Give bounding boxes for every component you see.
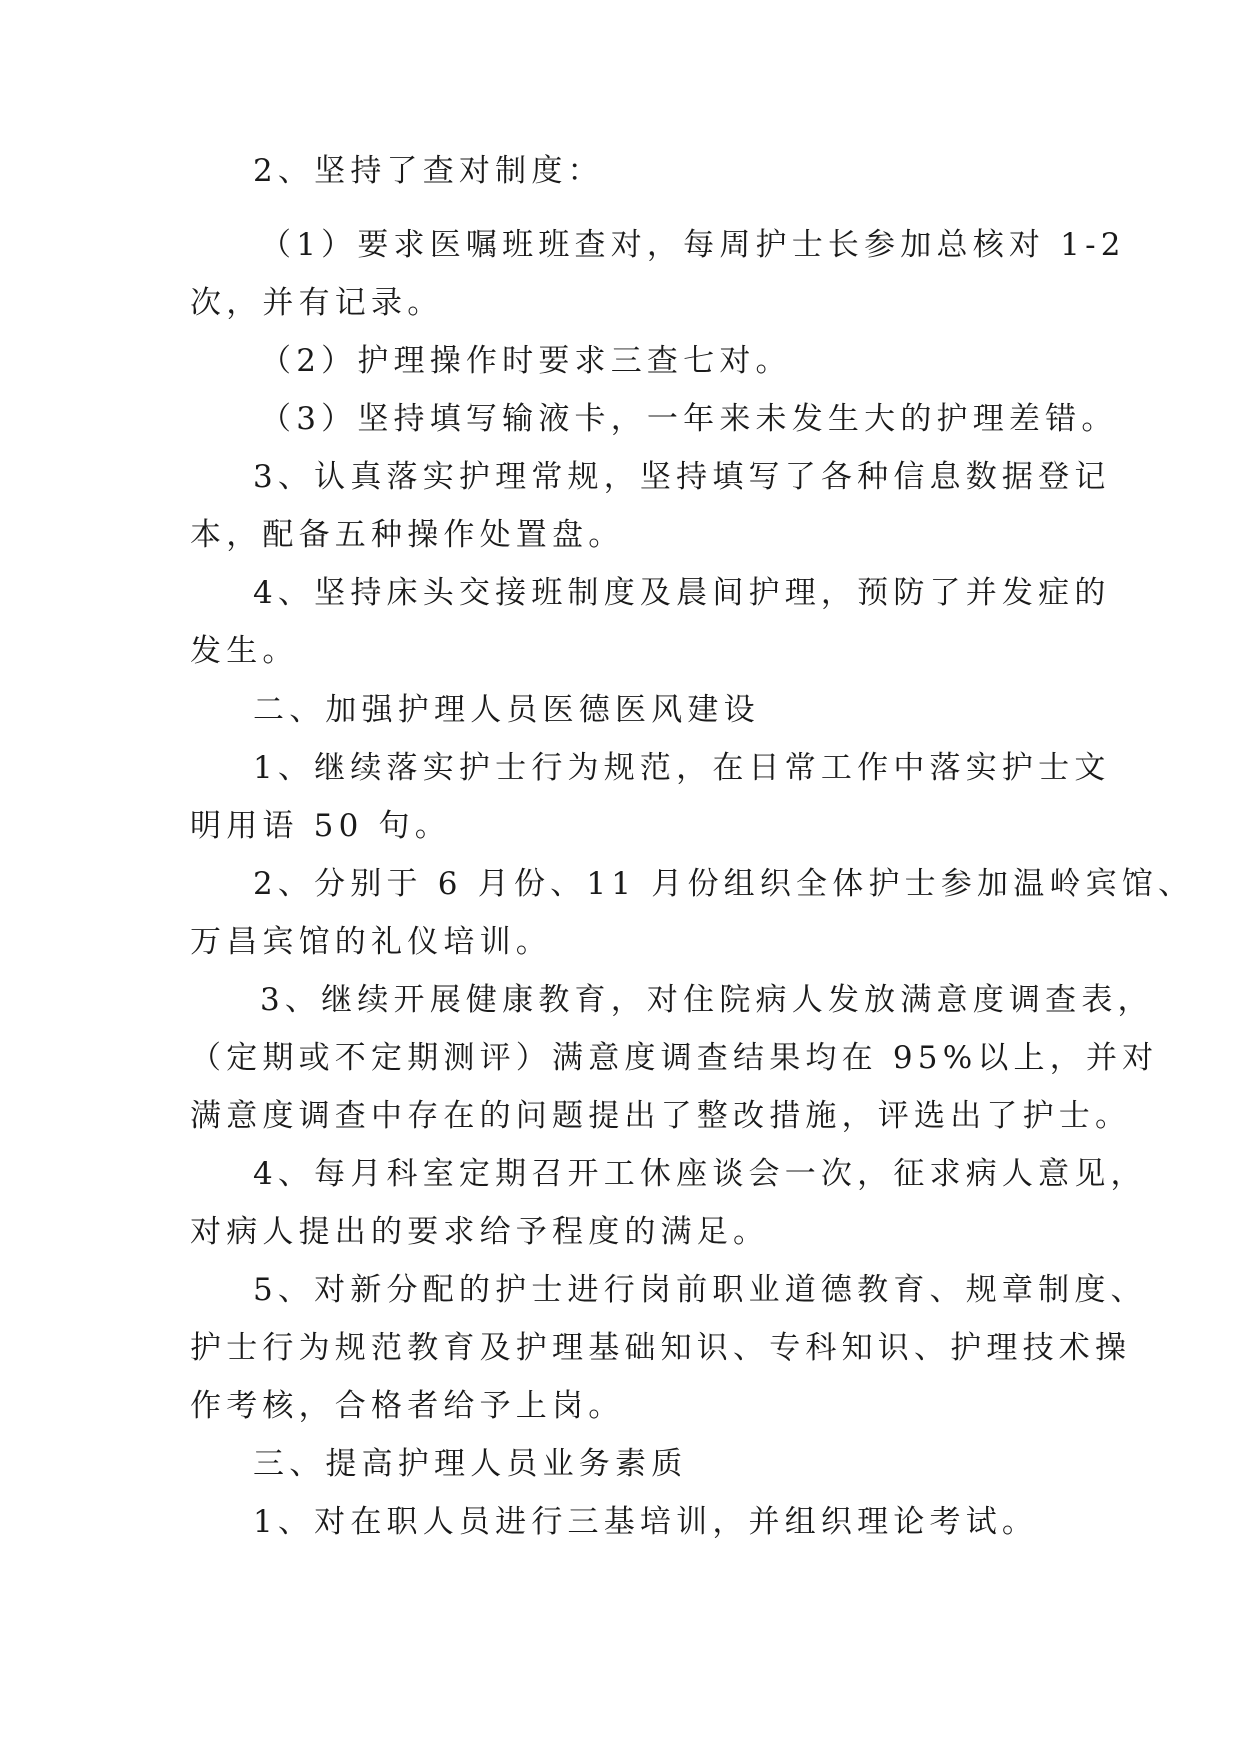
text-line: （2）护理操作时要求三查七对。	[260, 343, 792, 379]
text-line: 2、坚持了查对制度：	[253, 153, 604, 189]
text-line: （3）坚持填写输液卡，一年来未发生大的护理差错。	[260, 401, 1118, 437]
text-line: 作考核，合格者给予上岗。	[190, 1388, 625, 1424]
text-line: 3、继续开展健康教育，对住院病人发放满意度调查表，	[260, 982, 1154, 1018]
text-line: 1、继续落实护士行为规范，在日常工作中落实护士文	[253, 750, 1111, 786]
text-line: 1、对在职人员进行三基培训，并组织理论考试。	[253, 1504, 1039, 1540]
text-line: 4、每月科室定期召开工休座谈会一次，征求病人意见，	[253, 1156, 1147, 1192]
section-heading: 二、加强护理人员医德医风建设	[253, 692, 760, 728]
text-line: 本，配备五种操作处置盘。	[190, 517, 625, 553]
text-line: 万昌宾馆的礼仪培训。	[190, 924, 552, 960]
text-line: （1）要求医嘱班班查对，每周护士长参加总核对 1-2	[260, 227, 1126, 263]
text-line: 2、分别于 6 月份、11 月份组织全体护士参加温岭宾馆、	[253, 866, 1195, 902]
text-line: 满意度调查中存在的问题提出了整改措施，评选出了护士。	[190, 1098, 1132, 1134]
text-line: 护士行为规范教育及护理基础知识、专科知识、护理技术操	[190, 1330, 1132, 1366]
text-line: 明用语 50 句。	[190, 808, 451, 844]
text-line: 次，并有记录。	[190, 285, 444, 321]
text-line: 对病人提出的要求给予程度的满足。	[190, 1214, 770, 1250]
text-line: 3、认真落实护理常规，坚持填写了各种信息数据登记	[253, 459, 1111, 495]
text-line: 4、坚持床头交接班制度及晨间护理，预防了并发症的	[253, 575, 1111, 611]
text-line: 5、对新分配的护士进行岗前职业道德教育、规章制度、	[253, 1272, 1147, 1308]
text-line: 发生。	[190, 633, 299, 669]
section-heading: 三、提高护理人员业务素质	[253, 1446, 688, 1482]
text-line: （定期或不定期测评）满意度调查结果均在 95%以上，并对	[190, 1040, 1159, 1076]
